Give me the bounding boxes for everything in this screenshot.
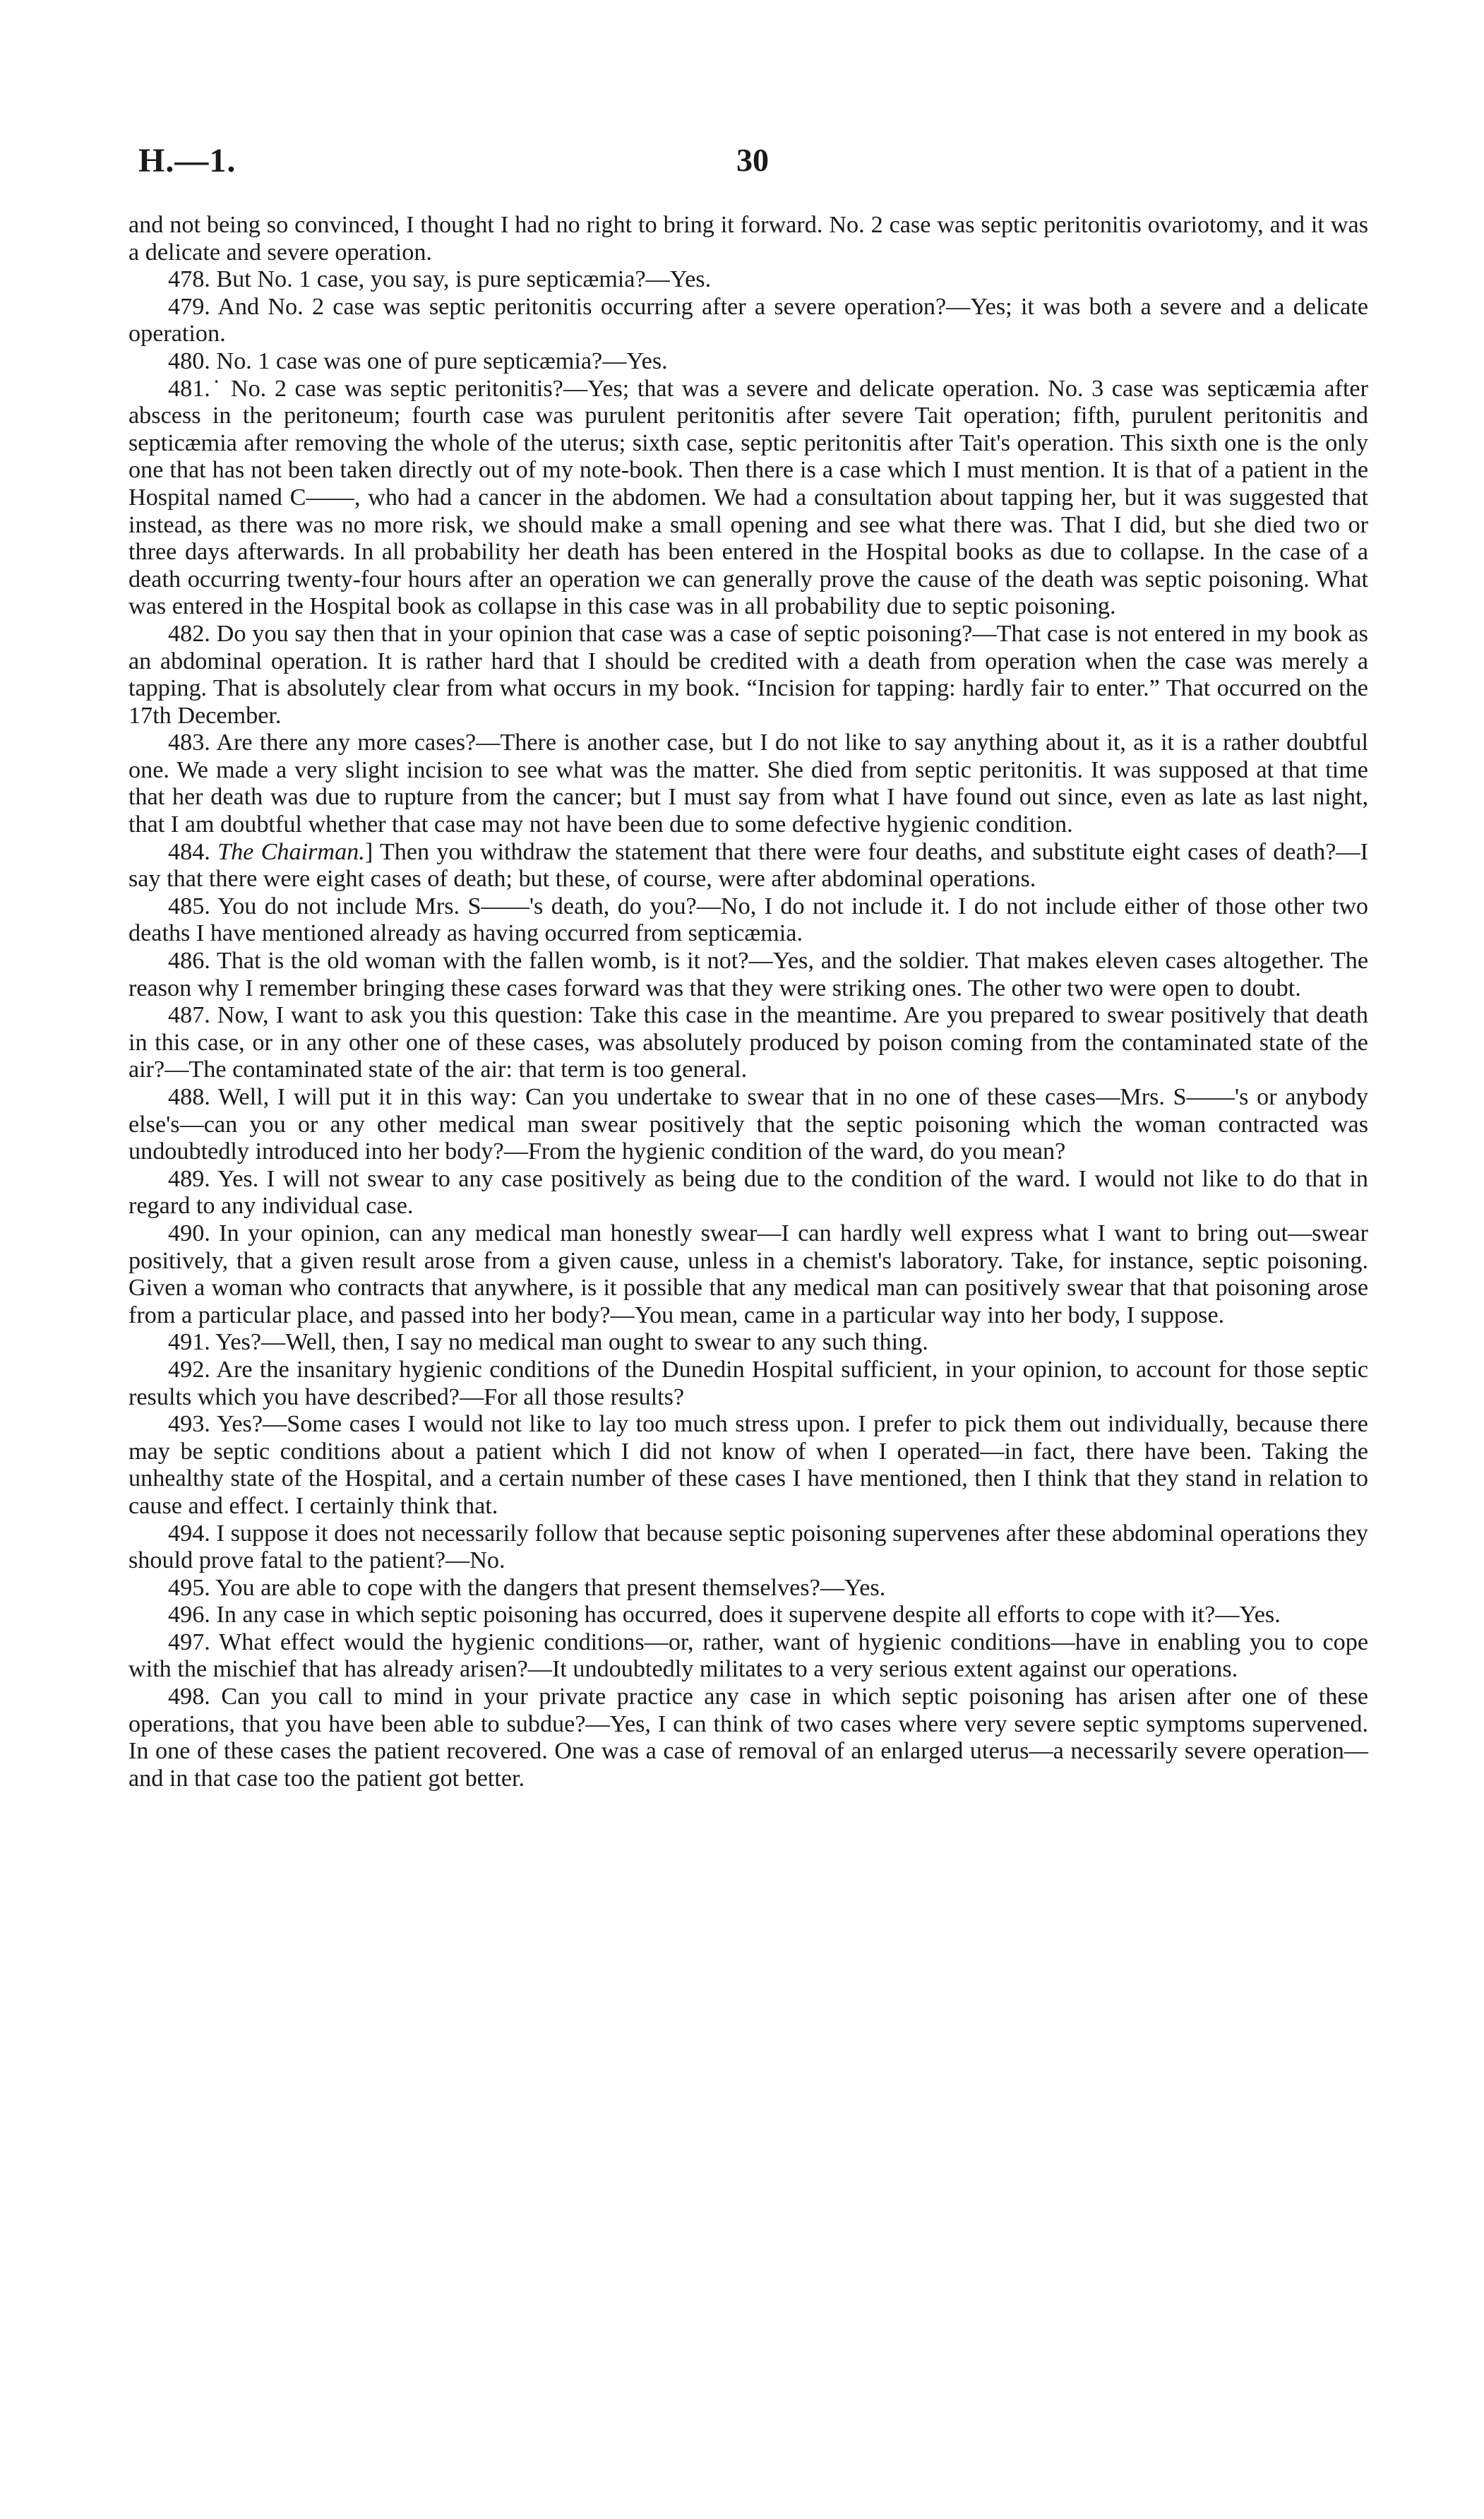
document-body bbox=[128, 212, 1368, 1792]
question-486: 486. That is the old woman with the fallen womb, is it not?—Yes, and the soldier. That makes eleven cases altogether. The reason why I remember bringing these cases forward was that they were striking ones. The other two were open to doubt. bbox=[128, 948, 1368, 1001]
question-485: 485. You do not include Mrs. S——'s death, do you?—No, I do not include it. I do not include either of those other two deaths I have mentioned already as having occurred from septicæmia. bbox=[128, 893, 1368, 947]
question-497: 497. What effect would the hygienic conditions—or, rather, want of hygienic conditions—have in enabling you to cope with the mischief that has already arisen?—It undoubtedly militates to a very serious extent against our operations. bbox=[128, 1628, 1368, 1683]
question-483: 483. Are there any more cases?—There is another case, but I do not like to say anything about it, as it is a rather doubtful one. We made a very slight incision to see what was the matter. She died from septic peritonitis. It was supposed at that time that her death was due to rupture from the cancer; but I must say from what I have found out since, even as late as last night, that I am doubtful whether that case may not have been due to some defective hygienic condition. bbox=[128, 730, 1368, 838]
page-number: 30 bbox=[736, 142, 769, 178]
question-495: 495. You are able to cope with the dangers that present themselves?—Yes. bbox=[168, 1574, 886, 1601]
question-480: 480. No. 1 case was one of pure septicæmia?—Yes. bbox=[168, 347, 668, 374]
question-488: 488. Well, I will put it in this way: Can you undertake to swear that in no one of these cases—Mrs. S——'s or anybody else's—can you or any other medical man swear positively that the septic poisoning which the woman contracted was undoubtedly introduced into her body?—From the hygienic condition of the ward, do you mean? bbox=[128, 1084, 1368, 1165]
question-496: 496. In any case in which septic poisoning has occurred, does it supervene despite all efforts to cope with it?—Yes. bbox=[168, 1602, 1281, 1628]
question-490: 490. In your opinion, can any medical man honestly swear—I can hardly well express what I want to bring out—swear positively, that a given result arose from a given cause, unless in a chemist's laboratory. Take, for instance, septic poisoning. Given a woman who contracts that anywhere, is it possible that any medical man can positively swear that that poisoning arose from a particular place, and passed into her body?—You mean, came in a particular way into her body, I suppose. bbox=[128, 1220, 1368, 1328]
question-text: ] Then you withdraw the statement that there were four deaths, and substitute eight cases of death?—I say that there were eight cases of death; but these, of course, were after abdominal operations. bbox=[128, 838, 1368, 893]
page-header bbox=[138, 141, 1367, 184]
question-493: 493. Yes?—Some cases I would not like to lay too much stress upon. I prefer to pick them out individually, because there may be septic conditions about a patient which I did not know of when I operated—in fact, there have been. Taking the unhealthy state of the Hospital, and a certain number of these cases I have mentioned, then I think that they stand in relation to cause and effect. I certainly think that. bbox=[128, 1411, 1368, 1519]
question-481: 481.˙ No. 2 case was septic peritonitis?—Yes; that was a severe and delicate operation. No. 3 case was septicæmia after abscess in the peritoneum; fourth case was purulent peritonitis after severe Tait operation; fifth, purulent peritonitis and septicæmia after removing the whole of the uterus; sixth case, septic peritonitis after Tait's operation. This sixth one is the only one that has not been taken directly out of my note-book. Then there is a case which I must mention. It is that of a patient in the Hospital named C——, who had a cancer in the abdomen. We had a consultation about tapping her, but it was suggested that instead, as there was no more risk, we should make a small opening and see what there was. That I did, but she died two or three days afterwards. In all probability her death has been entered in the Hospital books as due to collapse. In the case of a death occurring twenty-four hours after an operation we can generally prove the cause of the death was septic poisoning. What was entered in the Hospital book as collapse in this case was in all probability due to septic poisoning. bbox=[128, 375, 1368, 620]
series-reference: H.—1. bbox=[138, 142, 237, 179]
question-number: 484. bbox=[168, 838, 218, 865]
question-478: 478. But No. 1 case, you say, is pure septicæmia?—Yes. bbox=[168, 266, 712, 293]
speaker-label: The Chairman. bbox=[217, 838, 365, 865]
question-492: 492. Are the insanitary hygienic conditions of the Dunedin Hospital sufficient, in your opinion, to account for those septic results which you have described?—For all those results? bbox=[128, 1356, 1368, 1410]
question-479: 479. And No. 2 case was septic peritonitis occurring after a severe operation?—Yes; it was both a severe and a delicate operation. bbox=[128, 293, 1368, 347]
question-489: 489. Yes. I will not swear to any case positively as being due to the condition of the ward. I would not like to do that in regard to any individual case. bbox=[128, 1165, 1368, 1220]
question-484 bbox=[128, 839, 1368, 893]
question-487: 487. Now, I want to ask you this question: Take this case in the meantime. Are you prepared to swear positively that death in this case, or in any other one of these cases, was absolutely produced by poison coming from the contaminated state of the air?—The contaminated state of the air: that term is too general. bbox=[128, 1002, 1368, 1083]
question-494: 494. I suppose it does not necessarily follow that because septic poisoning supervenes after these abdominal operations they should prove fatal to the patient?—No. bbox=[128, 1520, 1368, 1574]
question-491: 491. Yes?—Well, then, I say no medical man ought to swear to any such thing. bbox=[168, 1329, 928, 1356]
continuation-paragraph: and not being so convinced, I thought I had no right to bring it forward. No. 2 case was septic peritonitis ovariotomy, and it was a delicate and severe operation. bbox=[128, 212, 1368, 266]
question-482: 482. Do you say then that in your opinion that case was a case of septic poisoning?—That case is not entered in my book as an abdominal operation. It is rather hard that I should be credited with a death from operation when the case was merely a tapping. That is absolutely clear from what occurs in my book. “Incision for tapping: hardly fair to enter.” That occurred on the 17th December. bbox=[128, 620, 1368, 729]
question-498: 498. Can you call to mind in your private practice any case in which septic poisoning has arisen after one of these operations, that you have been able to subdue?—Yes, I can think of two cases where very severe septic symptoms supervened. In one of these cases the patient recovered. One was a case of removal of an enlarged uterus—a necessarily severe operation—and in that case too the patient got better. bbox=[128, 1684, 1368, 1792]
